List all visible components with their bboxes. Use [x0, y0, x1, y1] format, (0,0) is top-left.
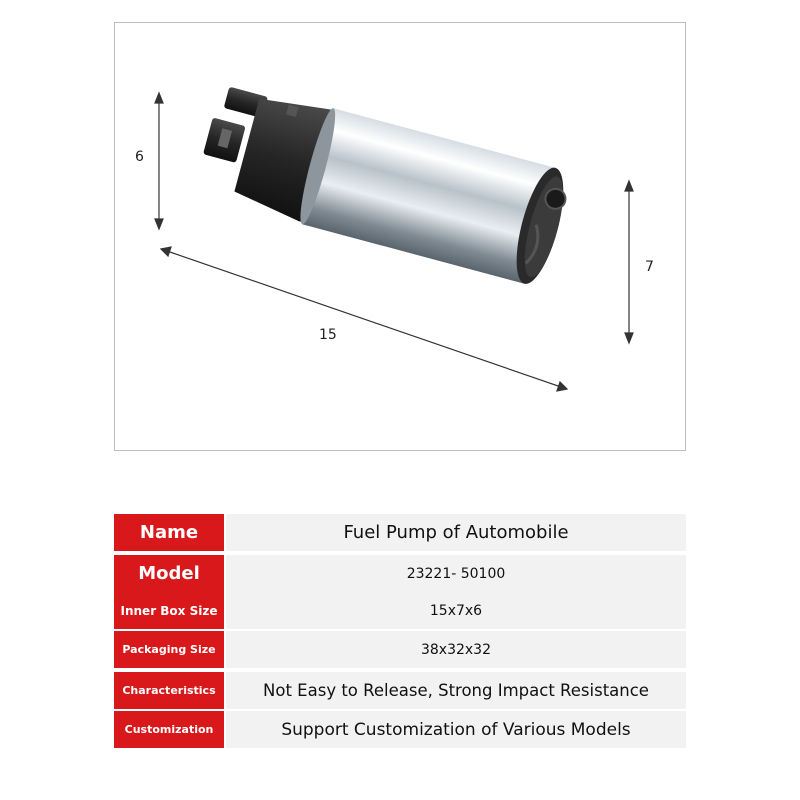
- spec-value: 38x32x32: [226, 631, 686, 668]
- spec-value: Support Customization of Various Models: [226, 711, 686, 748]
- dimension-height-left-label: 6: [135, 149, 144, 165]
- dimension-length-label: 15: [319, 327, 337, 343]
- spec-label: Model: [114, 555, 224, 592]
- product-image-frame: [114, 22, 686, 451]
- spec-label: Inner Box Size: [114, 592, 224, 629]
- spec-value: 23221- 50100: [226, 555, 686, 592]
- spec-row-name: [114, 514, 686, 551]
- fuel-pump-illustration: [115, 23, 685, 450]
- dimension-height-right-label: 7: [645, 259, 654, 275]
- spec-label: Customization: [114, 711, 224, 748]
- spec-value: Not Easy to Release, Strong Impact Resistance: [226, 672, 686, 709]
- spec-row-inner-box-size: [114, 592, 686, 629]
- spec-row-customization: [114, 711, 686, 748]
- spec-row-packaging-size: [114, 631, 686, 668]
- fuel-pump-body: [192, 79, 573, 289]
- spec-label: Name: [114, 514, 224, 551]
- spec-label: Packaging Size: [114, 631, 224, 668]
- spec-row-characteristics: [114, 672, 686, 709]
- spec-label: Characteristics: [114, 672, 224, 709]
- spec-row-model: [114, 555, 686, 592]
- spec-value: Fuel Pump of Automobile: [226, 514, 686, 551]
- spec-value: 15x7x6: [226, 592, 686, 629]
